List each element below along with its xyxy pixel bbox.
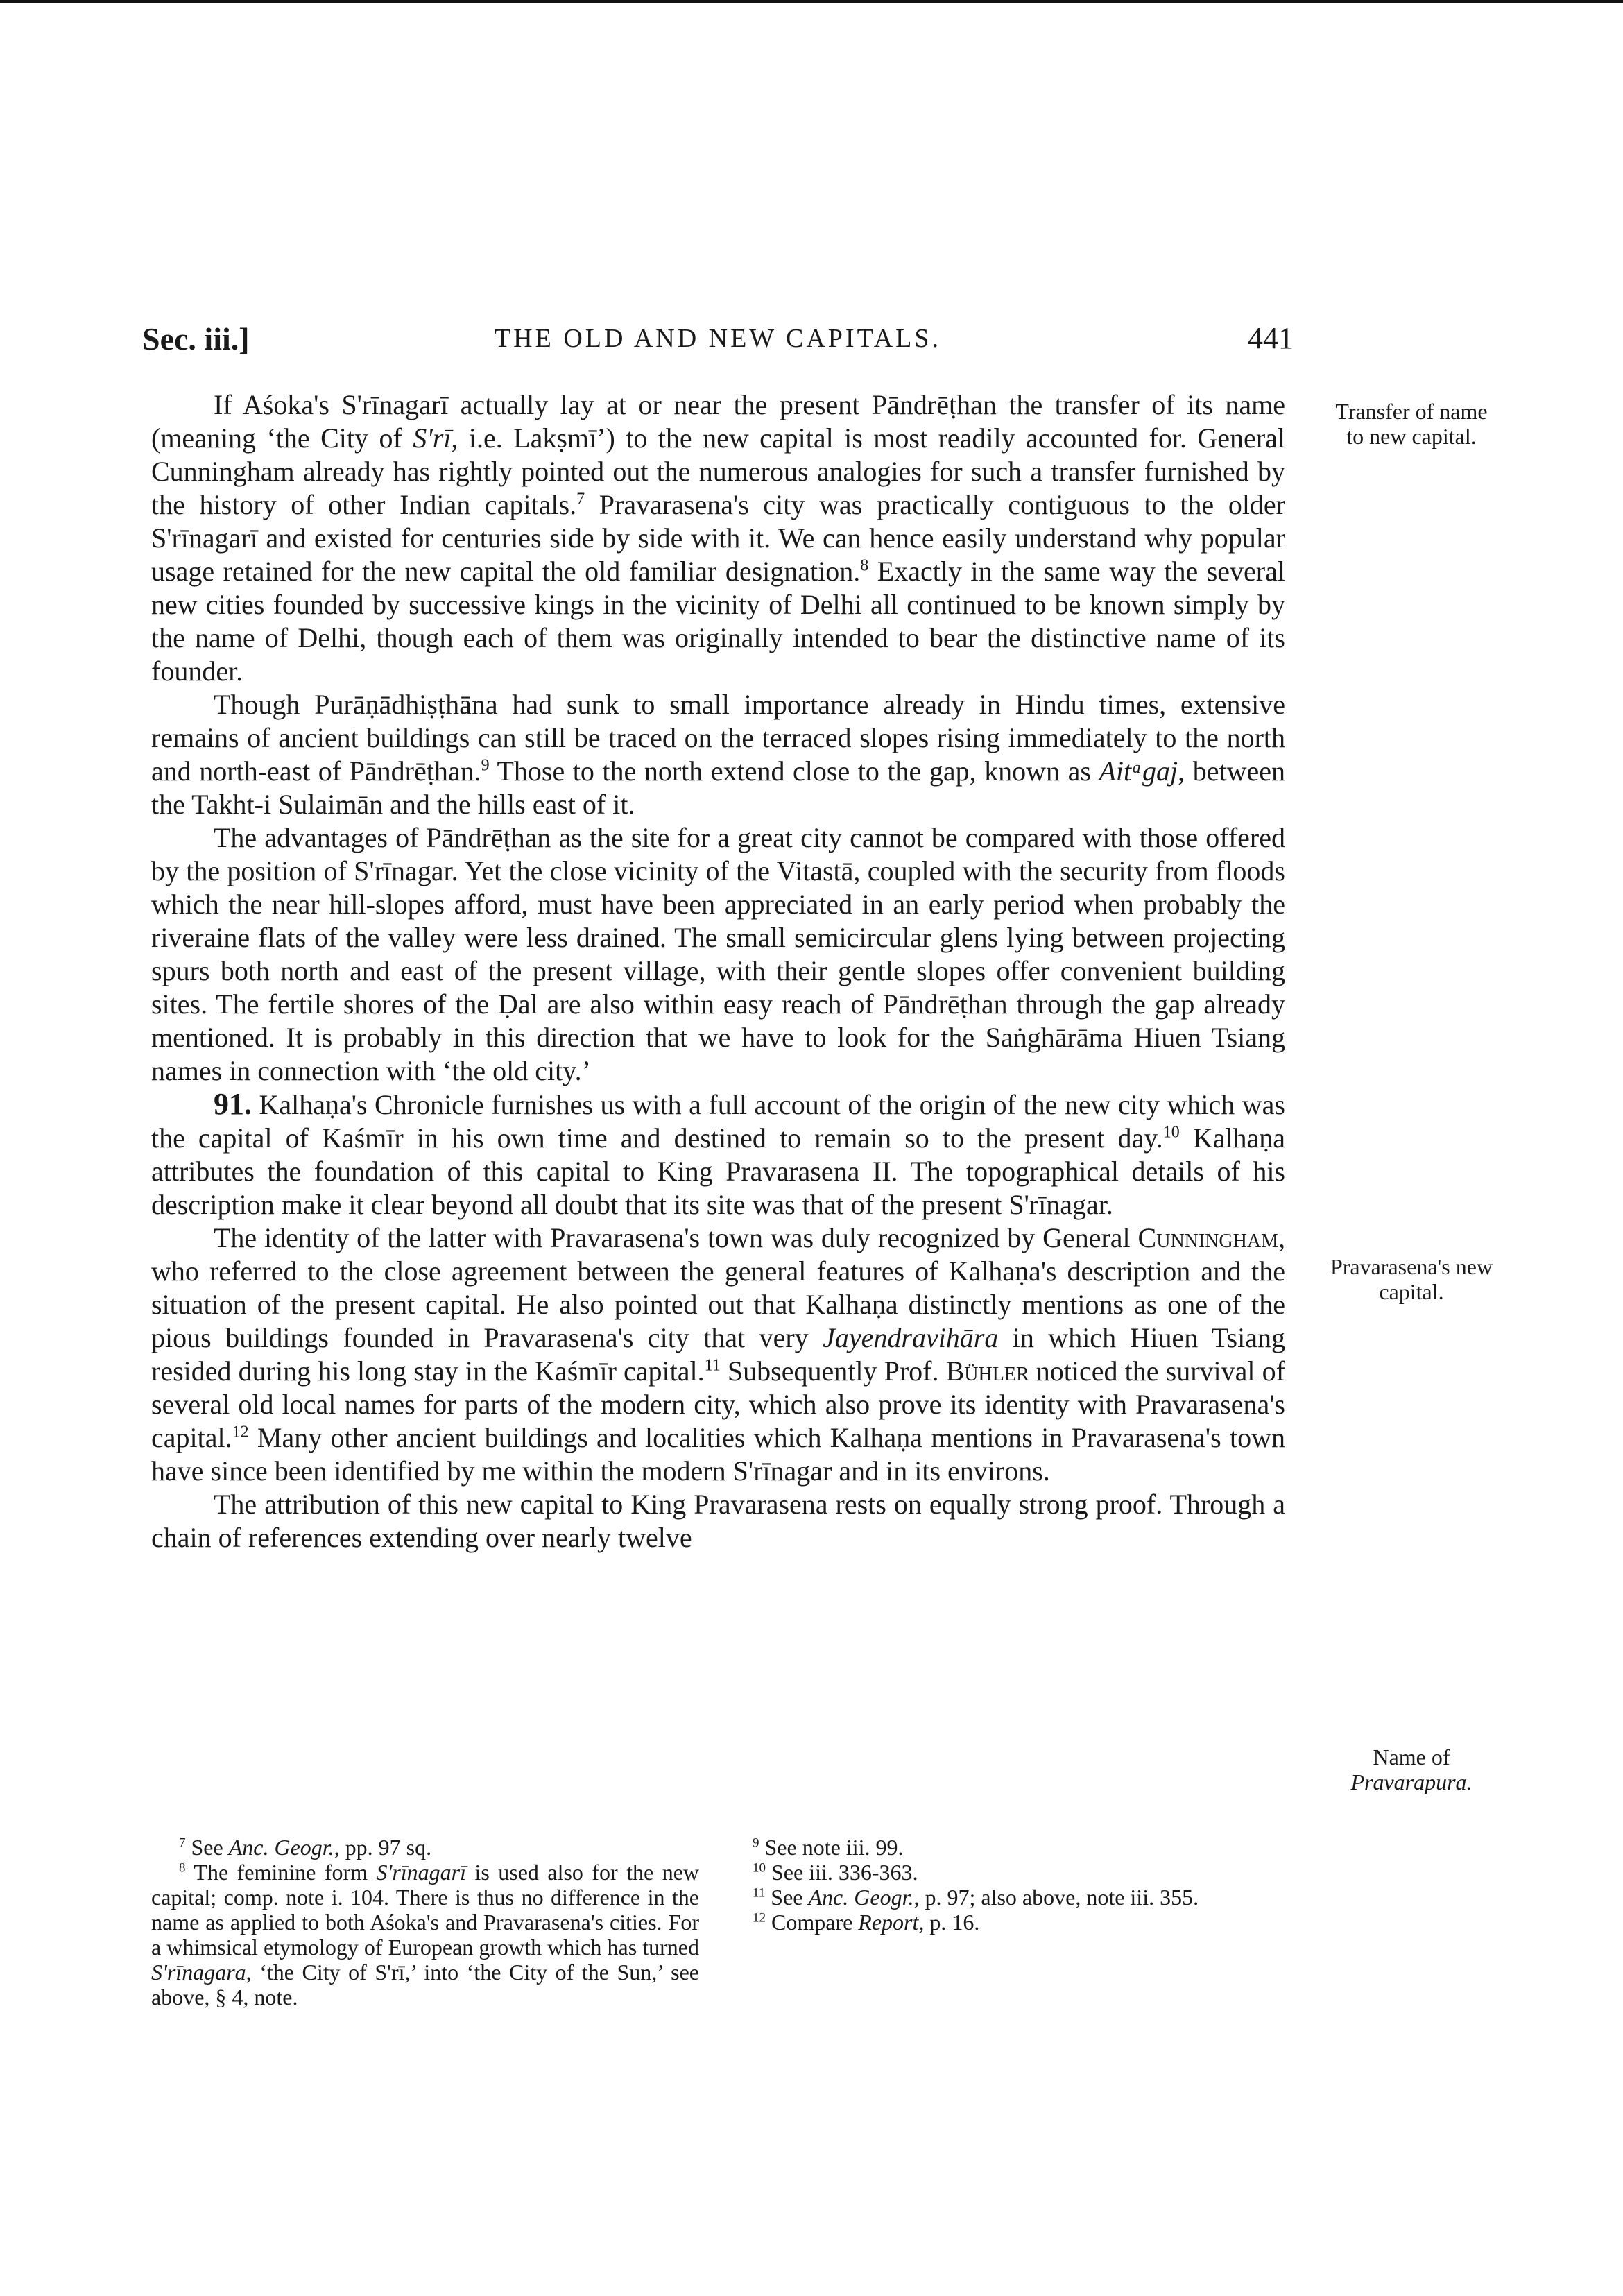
- author-name: Cunningham: [1137, 1222, 1278, 1253]
- footnote-mark: 11: [753, 1885, 766, 1901]
- margin-note-new-capital: [1304, 1254, 1519, 1304]
- text-run: See iii. 336-363.: [771, 1860, 918, 1885]
- text-run: See: [771, 1885, 809, 1910]
- italic-term: S'rī: [413, 422, 452, 454]
- footnote-mark: 7: [179, 1835, 186, 1851]
- paragraph-5: [151, 1222, 1285, 1488]
- text-run: , p. 16.: [918, 1910, 980, 1935]
- footnote-ref: 9: [481, 756, 490, 775]
- margin-note-line: Pravarapura.: [1350, 1770, 1472, 1794]
- italic-term: Jayendravihāra: [823, 1322, 999, 1353]
- text-run: Compare: [771, 1910, 859, 1935]
- italic-term: Aitᵃgaj: [1099, 755, 1178, 787]
- author-name: Bühler: [945, 1355, 1029, 1387]
- italic-term: Anc. Geogr.: [808, 1885, 914, 1910]
- paragraph-6: The attribution of this new capital to King Pravarasena rests on equally strong proof. Through a chain of references extending over nearly twelve: [151, 1489, 1285, 1553]
- text-run: , i.e. Lakṣmī’) to the new capital is most readily accounted for. General Cunningham already has rightly pointed out the numerous analogies for such a transfer furnished by the history of other Indian capitals.: [151, 422, 1285, 520]
- text-run: , who referred to the close agreement between the general features of Kalhaṇa's description and the situation of the present capital. He also pointed out that Kalhaṇa distinctly mentions as one of the pious buildings founded in Pravarasena's city that very: [151, 1222, 1285, 1353]
- footnote-ref: 12: [232, 1423, 249, 1441]
- footnote-mark: 8: [179, 1860, 186, 1876]
- paragraph-3: The advantages of Pāndrēṭhan as the site for a great city cannot be compared with those offered by the position of S'rīnagar. Yet the close vicinity of the Vitastā, coupled with the security from floods which the near hill-slopes afford, must have been appreciated in an early period when probably the riveraine flats of the valley were less drained. The small semicircular glens lying between projecting spurs both north and east of the present village, with their gentle slopes offer convenient building sites. The fertile shores of the Ḍal are also within easy reach of Pāndrēṭhan through the gap already mentioned. It is probably in this direction that we have to look for the Saṅghārāma Hiuen Tsiang names in connection with ‘the old city.’: [151, 822, 1285, 1086]
- footnote-ref: 11: [704, 1356, 721, 1375]
- text-run: Subsequently Prof.: [720, 1355, 946, 1387]
- text-run: Exactly in the same way the several new cities founded by successive kings in the vicinity of Delhi all continued to be known simply by the name of Delhi, though each of them was originally intended to bear the distinctive name of its founder.: [151, 556, 1285, 687]
- footnote-9: [725, 1835, 1287, 1860]
- footnote-10: [725, 1860, 1287, 1885]
- footnote-8: [151, 1860, 699, 2010]
- text-run: Many other ancient buildings and localities which Kalhaṇa mentions in Pravarasena's town have since been identified by me within the modern S'rīnagar and in its environs.: [151, 1422, 1285, 1487]
- footnote-11: [725, 1885, 1287, 1910]
- text-run: Those to the north extend close to the gap, known as: [489, 755, 1099, 787]
- footnote-12: [725, 1910, 1287, 1935]
- footnotes-right: [725, 1835, 1287, 1935]
- text-run: , ‘the City of S'rī,’ into ‘the City of the Sun,’ see above, § 4, note.: [151, 1960, 699, 2010]
- paragraph-2: [151, 688, 1285, 821]
- footnote-ref: 7: [576, 490, 585, 508]
- margin-note-line: to new capital.: [1346, 424, 1477, 449]
- page-top-border: [0, 0, 1623, 3]
- page-number: 441: [1248, 321, 1294, 355]
- text-run: See note iii. 99.: [764, 1835, 904, 1860]
- footnote-7: [151, 1835, 699, 1860]
- margin-note-line: Name of: [1373, 1745, 1450, 1770]
- text-run: , p. 97; also above, note iii. 355.: [913, 1885, 1199, 1910]
- text-run: , pp. 97 sq.: [334, 1835, 432, 1860]
- footnote-ref: 10: [1162, 1123, 1180, 1142]
- text-run: noticed the survival of several old local names for parts of the modern city, which also prove its identity with Pravarasena's capital.: [151, 1355, 1285, 1453]
- footnote-mark: 12: [753, 1910, 766, 1926]
- paragraph-1: [151, 388, 1285, 688]
- text-run: is used also for the new capital; comp. note i. 104. There is thus no difference in the name as applied to both Aśoka's and Pravarasena's cities. For a whimsical etymology of European growth which has turned: [151, 1860, 700, 1960]
- text-run: Kalhaṇa attributes the foundation of this capital to King Pravarasena II. The topographical details of his description make it clear beyond all doubt that its site was that of the present S'rīnagar.: [151, 1122, 1286, 1220]
- text-run: in which Hiuen Tsiang resided during his long stay in the Kaśmīr capital.: [151, 1322, 1285, 1387]
- text-run: If Aśoka's S'rīnagarī actually lay at or near the present Pāndrēṭhan the transfer of its name (meaning ‘the City of: [151, 389, 1285, 454]
- footnotes-left: [151, 1835, 699, 2010]
- margin-note-line: Pravarasena's new: [1330, 1254, 1493, 1279]
- text-run: The identity of the latter with Pravarasena's town was duly recognized by General: [214, 1222, 1138, 1253]
- text-run: The feminine form: [194, 1860, 377, 1885]
- paragraph-number: 91.: [214, 1087, 252, 1121]
- running-header: [142, 320, 1294, 369]
- section-label: Sec. iii.]: [142, 321, 250, 357]
- italic-term: Report: [858, 1910, 919, 1935]
- footnote-mark: 9: [753, 1835, 759, 1851]
- italic-term: S'rīnagarī: [376, 1860, 466, 1885]
- main-text: [151, 388, 1285, 1554]
- margin-note-line: Transfer of name: [1335, 399, 1488, 424]
- margin-note-line: capital.: [1379, 1279, 1444, 1304]
- paragraph-91: [151, 1088, 1285, 1222]
- italic-term: Anc. Geogr.: [228, 1835, 334, 1860]
- margin-note-transfer: [1304, 399, 1519, 449]
- running-title: THE OLD AND NEW CAPITALS.: [494, 324, 942, 353]
- text-run: Though Purāṇādhiṣṭhāna had sunk to small importance already in Hindu times, extensive remains of ancient buildings can still be traced on the terraced slopes rising immediately to the north and north-east of Pāndrēṭhan.: [151, 689, 1285, 787]
- margin-note-pravarapura: [1304, 1745, 1519, 1794]
- text-run: See: [191, 1835, 229, 1860]
- footnote-ref: 8: [860, 556, 869, 575]
- italic-term: S'rīnagara: [151, 1960, 246, 1985]
- text-run: , between the Takht-i Sulaimān and the hills east of it.: [151, 755, 1285, 820]
- footnote-mark: 10: [753, 1860, 766, 1876]
- text-run: Pravarasena's city was practically contiguous to the older S'rīnagarī and existed for centuries side by side with it. We can hence easily understand why popular usage retained for the new capital the old familiar designation.: [151, 489, 1286, 587]
- text-run: Kalhaṇa's Chronicle furnishes us with a full account of the origin of the new city which was the capital of Kaśmīr in his own time and destined to remain so to the present day.: [151, 1089, 1285, 1154]
